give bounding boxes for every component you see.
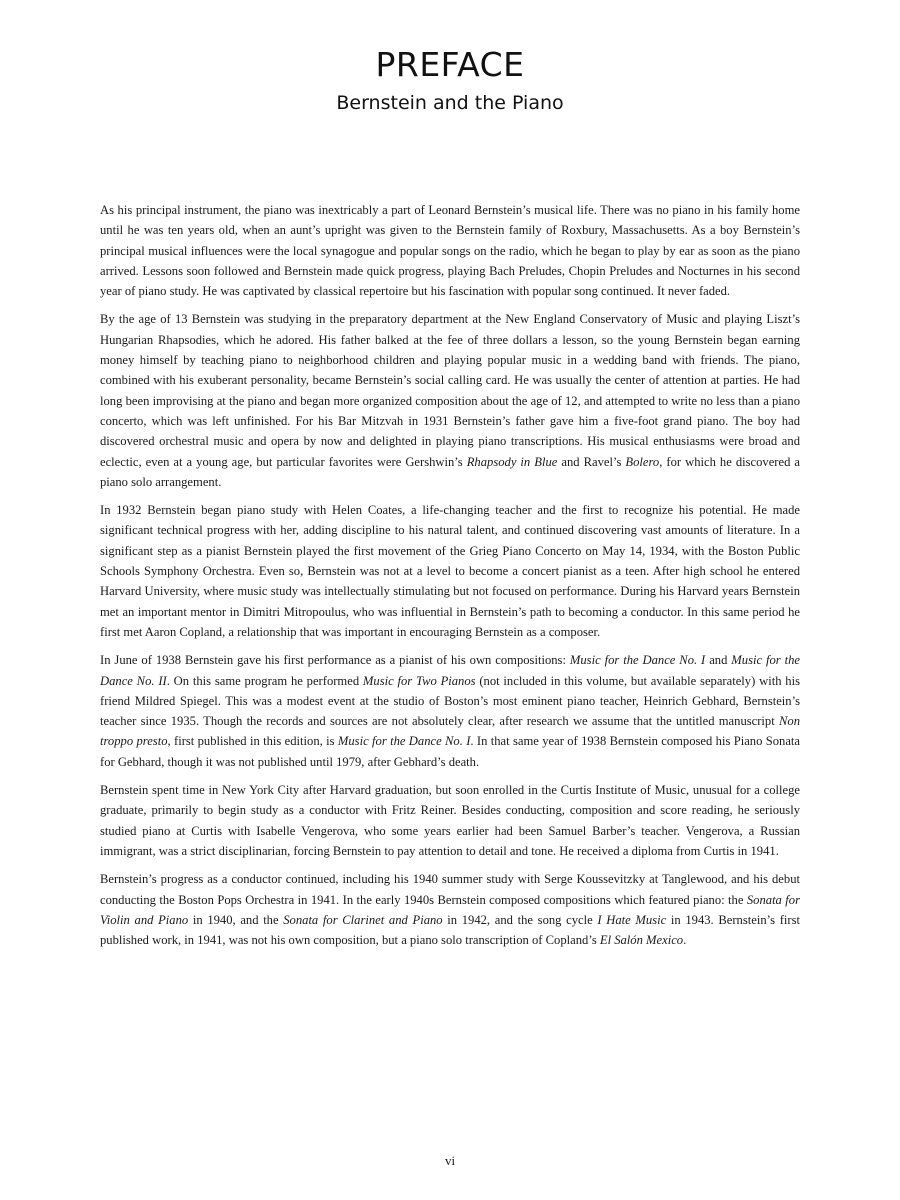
text-run: . In that same year of 1938 Bernstein composed his Piano Sonata for Gebhard, though it was not published until 1979, after Gebhard’s death.	[100, 734, 801, 769]
text-run: Bernstein’s progress as a conductor continued, including his 1940 summer study with Serge Koussevitzky at Tanglewood, and his debut conducting the Boston Pops Orchestra in 1941. In the early 1940s Bernstein composed compositions which featured piano: the	[100, 872, 800, 907]
italic-title: El Salón Mexico	[599, 933, 684, 948]
italic-title: Rhapsody in Blue	[466, 454, 558, 469]
italic-title: Sonata for Clarinet and Piano	[283, 912, 443, 927]
text-run: (not included in this volume, but available separately) with his friend Mildred Spiegel. This was a modest event at the studio of Boston’s most eminent piano teacher, Heinrich Gebhard, Bernstein’s teacher since 1935. Though the records and sources are not absolutely clear, after research we assume that the untitled manuscript	[100, 673, 800, 729]
italic-title: I Hate Music	[597, 912, 667, 927]
paragraph	[100, 309, 800, 492]
text-run: , first published in this edition, is	[167, 734, 338, 749]
text-run: in 1942, and the song cycle	[442, 912, 598, 927]
italic-title: Music for Two Pianos	[362, 673, 476, 688]
text-run: Bernstein spent time in New York City after Harvard graduation, but soon enrolled in the Curtis Institute of Music, unusual for a college graduate, primarily to begin study as a conductor with Fritz Reiner. Besides conducting, composition and score reading, he seriously studied piano at Curtis with Isabelle Vengerova, who some years earlier had been Samuel Barber’s teacher. Vengerova, a Russian immigrant, was a strict disciplinarian, forcing Bernstein to pay attention to detail and tone. He received a diploma from Curtis in 1941.	[100, 783, 800, 858]
text-run: As his principal instrument, the piano was inextricably a part of Leonard Bernstein’s musical life. There was no piano in his family home until he was ten years old, when an aunt’s upright was given to the Bernstein family of Roxbury, Massachusetts. As a boy Bernstein’s principal musical influences were the local synagogue and popular songs on the radio, which he began to play by ear as soon as the piano arrived. Lessons soon followed and Bernstein made quick progress, playing Bach Preludes, Chopin Preludes and Nocturnes in his second year of piano study. He was captivated by classical repertoire but his fascination with popular song continued. It never faded.	[100, 203, 800, 299]
body-text	[100, 200, 800, 958]
text-run: in 1943. Bernstein’s first published work, in 1941, was not his own composition, but a piano solo transcription of Copland’s	[100, 912, 800, 948]
italic-title: Sonata for Violin and Piano	[100, 892, 800, 927]
italic-title: Music for the Dance No. I	[337, 734, 471, 749]
italic-title: Music for the Dance No. II	[100, 653, 801, 688]
page-subtitle: Bernstein and the Piano	[336, 92, 564, 114]
paragraph	[100, 200, 800, 301]
page-title: PREFACE	[375, 45, 525, 84]
page-number: vi	[444, 1153, 456, 1168]
paragraph	[100, 650, 800, 772]
italic-title: Music for the Dance No. I	[569, 653, 706, 668]
text-run: . On this same program he performed	[166, 673, 363, 688]
text-run: In 1932 Bernstein began piano study with Helen Coates, a life-changing teacher and the first to recognize his potential. He made significant technical progress with her, adding discipline to his natural talent, and continued discovering vast amounts of literature. In a significant step as a pianist Bernstein played the first movement of the Grieg Piano Concerto on May 14, 1934, with the Boston Public Schools Symphony Orchestra. Even so, Bernstein was not at a level to become a concert pianist as a teen. After high school he entered Harvard University, where music study was intellectually stimulating but not focused on performance. During his Harvard years Bernstein met an important mentor in Dimitri Mitropoulus, who was influential in Bernstein’s path to becoming a conductor. In this same period he first met Aaron Copland, a relationship that was important in encouraging Bernstein as a composer.	[100, 503, 800, 639]
text-run: By the age of 13 Bernstein was studying in the preparatory department at the New England Conservatory of Music and playing Liszt’s Hungarian Rhapsodies, which he adored. His father balked at the fee of three dollars a lesson, so the young Bernstein began earning money himself by teaching piano to neighborhood children and playing popular music in a wedding band with friends. The piano, combined with his exuberant personality, became Bernstein’s social calling card. He was usually the center of attention at parties. He had long been improvising at the piano and began more organized composition about the age of 12, and attempted to write no less than a piano concerto, which was left unfinished. For his Bar Mitzvah in 1931 Bernstein’s father gave him a five-foot grand piano. The boy had discovered orchestral music and opera by now and delighted in playing piano transcriptions. His musical enthusiasms were broad and eclectic, even at a young age, but particular favorites were Gershwin’s	[100, 312, 800, 469]
text-run: and Ravel’s	[557, 454, 626, 469]
paragraph	[100, 780, 800, 861]
italic-title: Bolero	[625, 454, 660, 469]
paragraph	[100, 869, 800, 950]
text-run: and	[705, 653, 732, 668]
page-header	[0, 44, 900, 116]
text-run: in 1940, and the	[188, 912, 284, 927]
text-run: , for which he discovered a piano solo arrangement.	[100, 454, 801, 489]
paragraph	[100, 500, 800, 642]
text-run: .	[683, 933, 687, 948]
text-run: In June of 1938 Bernstein gave his first performance as a pianist of his own compositions:	[100, 653, 570, 668]
italic-title: Non troppo presto	[100, 714, 800, 749]
